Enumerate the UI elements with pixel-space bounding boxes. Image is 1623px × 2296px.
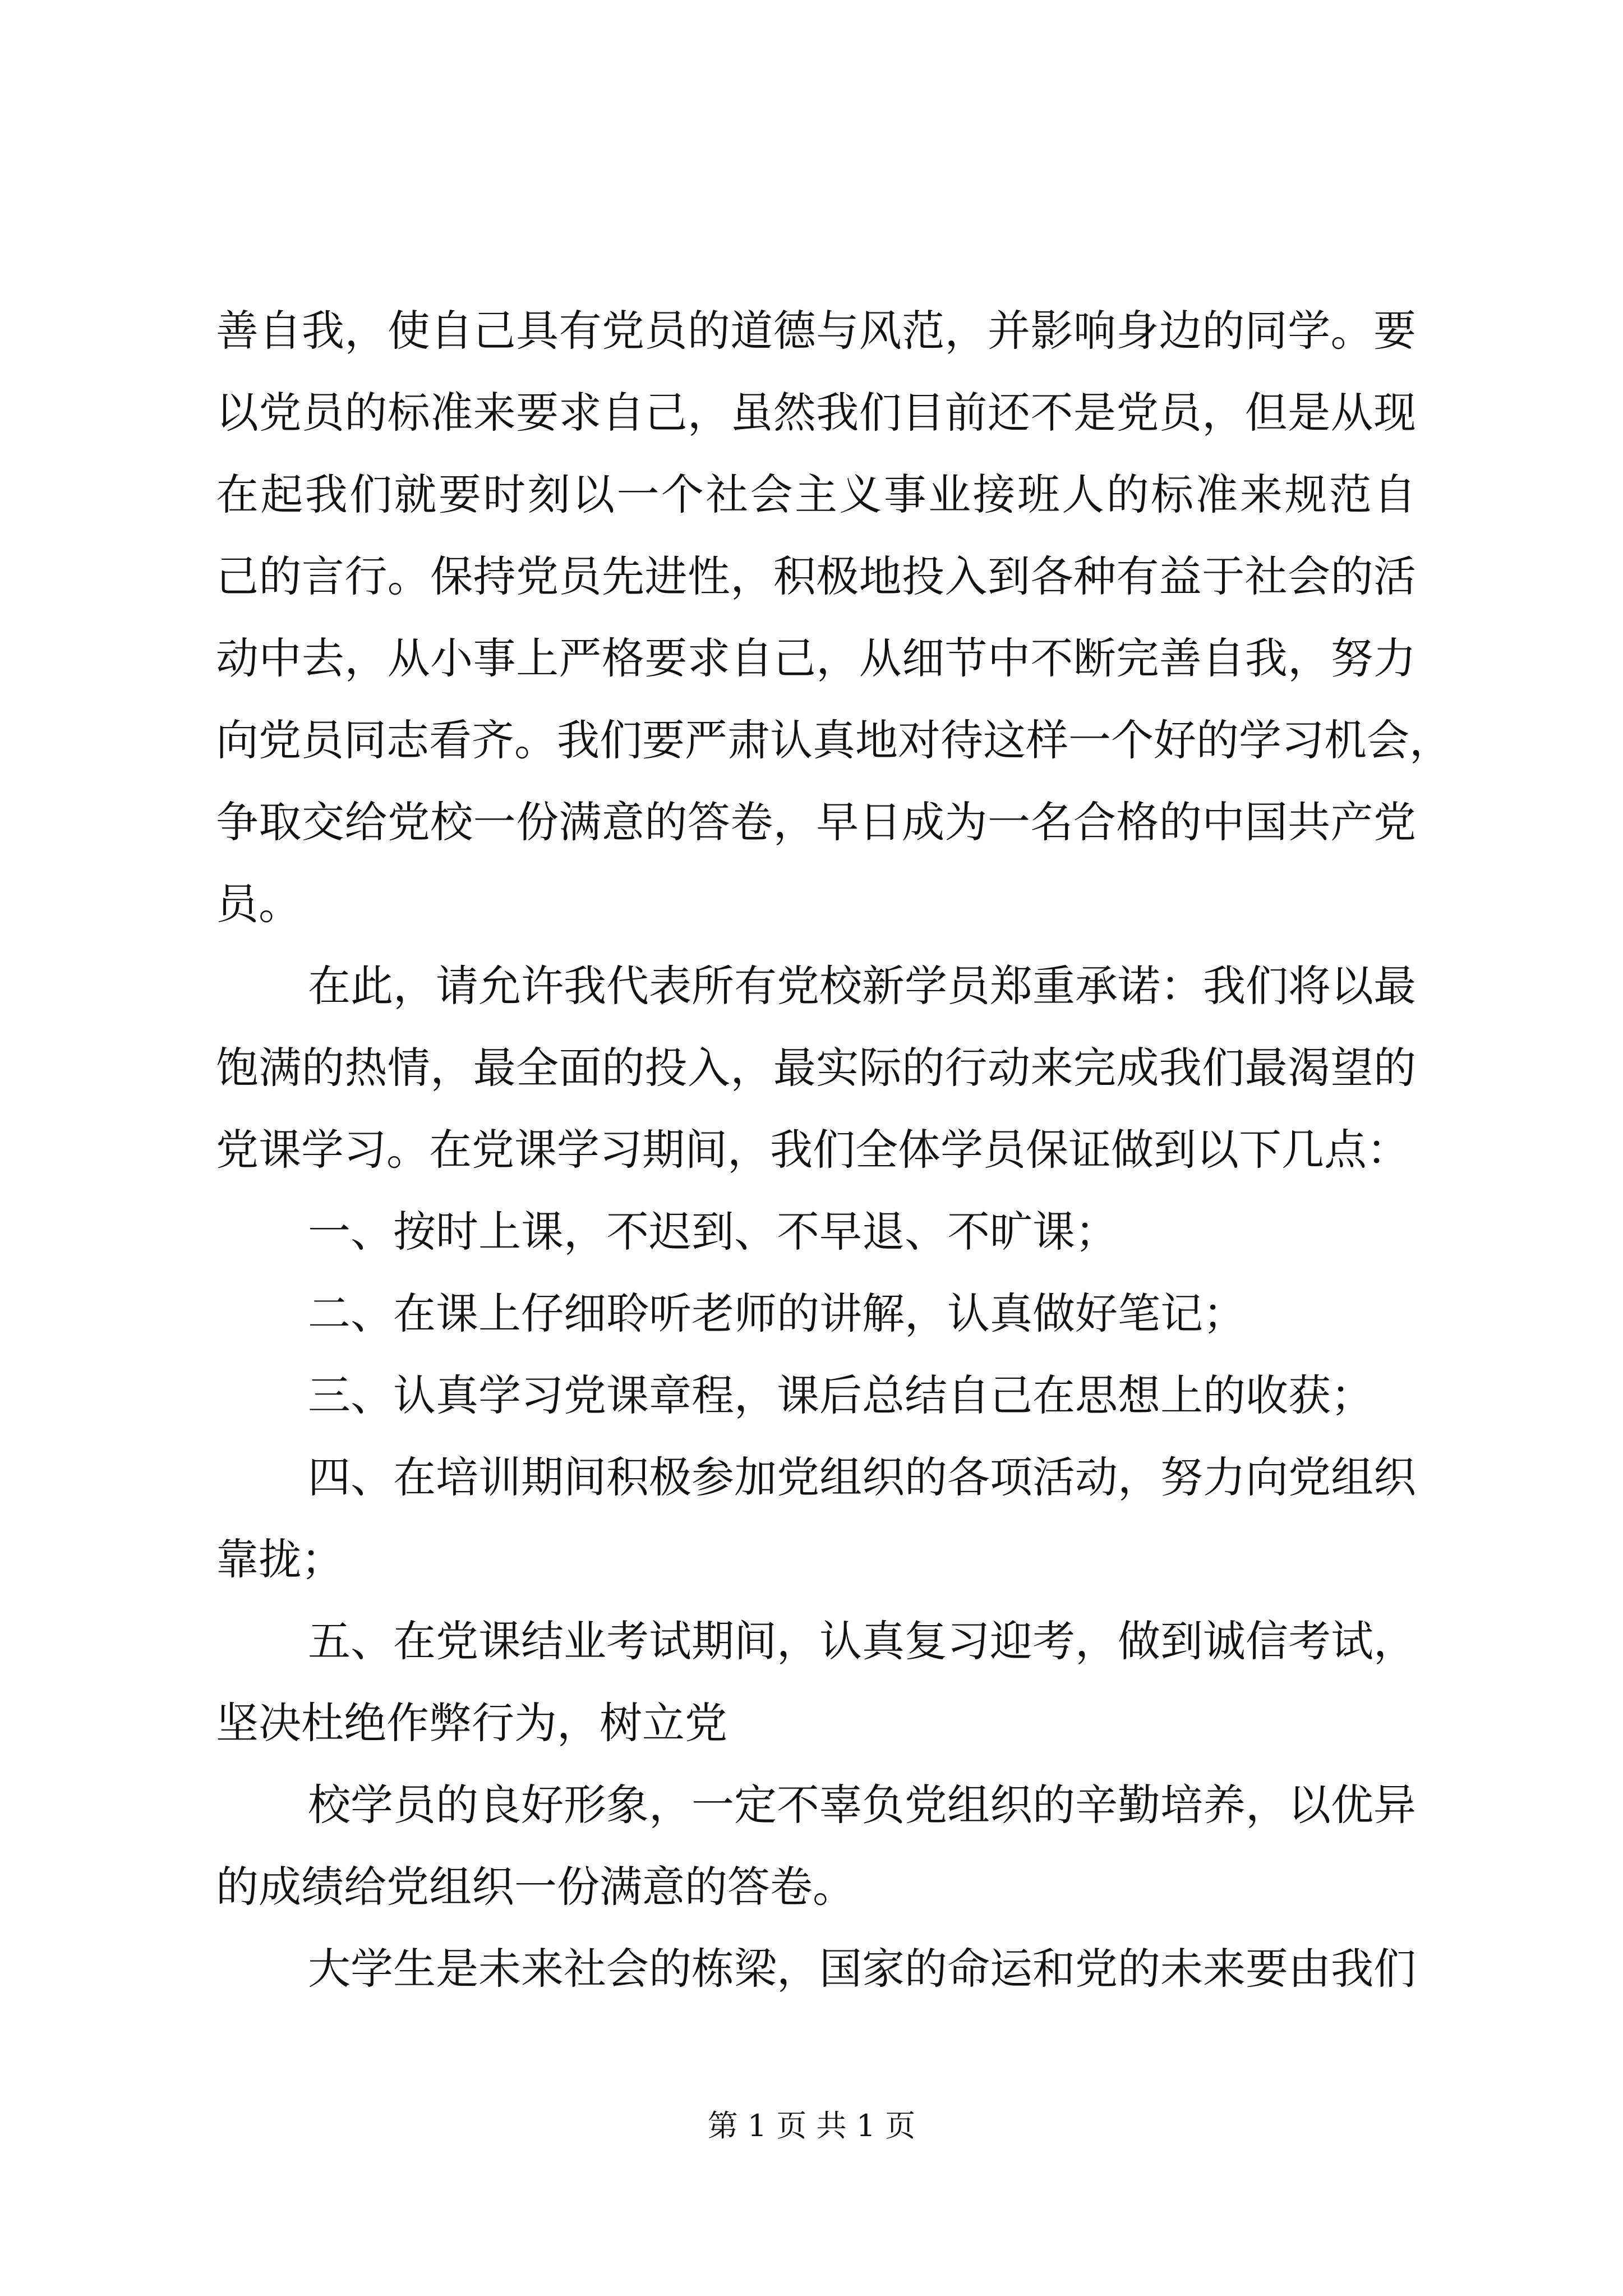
paragraph-line: 党课学习。在党课学习期间，我们全体学员保证做到以下几点：	[216, 1125, 1409, 1175]
list-item-2: 二、在课上仔细聆听老师的讲解，认真做好笔记；	[308, 1289, 1246, 1338]
paragraph-line: 的成绩给党组织一份满意的答卷。	[216, 1862, 855, 1912]
list-item-5: 五、在党课结业考试期间，认真复习迎考，做到诚信考试，	[308, 1616, 1416, 1666]
paragraph-line: 在此，请允许我代表所有党校新学员郑重承诺：我们将以最	[308, 961, 1416, 1011]
list-item-3: 三、认真学习党课章程，课后总结自己在思想上的收获；	[308, 1370, 1373, 1420]
list-item-1: 一、按时上课，不迟到、不早退、不旷课；	[308, 1207, 1118, 1257]
paragraph-line: 向党员同志看齐。我们要严肃认真地对待这样一个好的学习机会，	[216, 715, 1452, 765]
paragraph-line: 员。	[216, 879, 301, 929]
paragraph-line: 争取交给党校一份满意的答卷，早日成为一名合格的中国共产党	[216, 797, 1416, 847]
paragraph-line: 动中去，从小事上严格要求自己，从细节中不断完善自我，努力	[216, 633, 1416, 683]
paragraph-line: 大学生是未来社会的栋梁，国家的命运和党的未来要由我们	[308, 1944, 1416, 1994]
paragraph-line: 饱满的热情，最全面的投入，最实际的行动来完成我们最渴望的	[216, 1043, 1416, 1093]
page-number-footer: 第 1 页 共 1 页	[707, 2108, 916, 2143]
paragraph-line: 己的言行。保持党员先进性，积极地投入到各种有益于社会的活	[216, 551, 1416, 601]
list-item-4: 四、在培训期间积极参加党组织的各项活动，努力向党组织	[308, 1452, 1416, 1502]
list-item-5-continuation: 坚决杜绝作弊行为，树立党	[216, 1698, 727, 1748]
paragraph-line: 善自我，使自己具有党员的道德与风范，并影响身边的同学。要	[216, 306, 1416, 356]
paragraph-line: 以党员的标准来要求自己，虽然我们目前还不是党员，但是从现	[216, 388, 1416, 438]
list-item-4-continuation: 靠拢；	[216, 1534, 344, 1584]
paragraph-line: 校学员的良好形象，一定不辜负党组织的辛勤培养，以优异	[308, 1780, 1416, 1830]
paragraph-line: 在起我们就要时刻以一个社会主义事业接班人的标准来规范自	[216, 470, 1416, 519]
document-body	[216, 303, 1452, 2023]
